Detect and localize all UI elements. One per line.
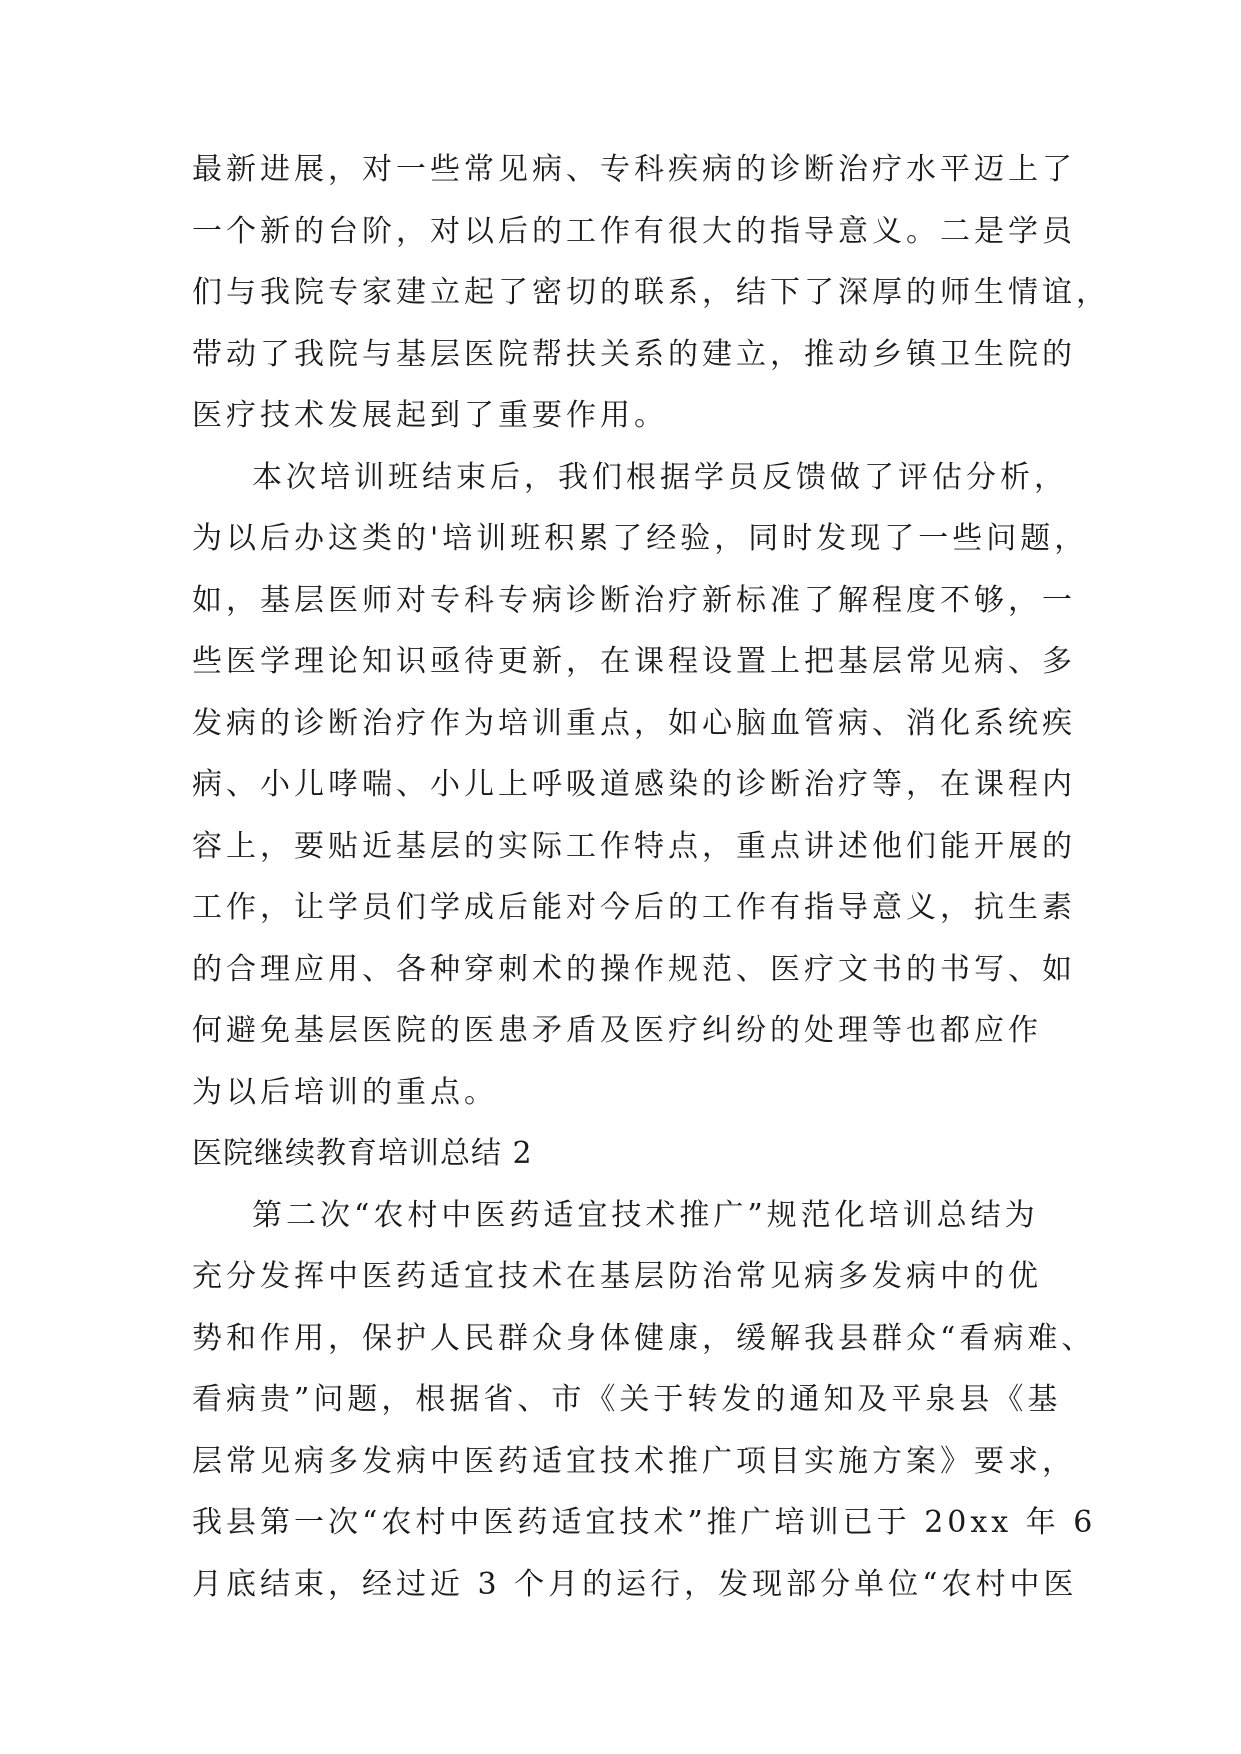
paragraph-3-line-6: 我县第一次“农村中医药适宜技术”推广培训已于 20xx 年 6: [192, 1505, 1097, 1540]
paragraph-2-line-2: 为以后办这类的'培训班积累了经验，同时发现了一些问题，: [192, 521, 1089, 556]
paragraph-2-line-9: 的合理应用、各种穿刺术的操作规范、医疗文书的书写、如: [192, 952, 1076, 987]
paragraph-1-line-4: 带动了我院与基层医院帮扶关系的建立，推动乡镇卫生院的: [192, 337, 1076, 372]
paragraph-3-line-4: 看病贵”问题，根据省、市《关于转发的通知及平泉县《基: [192, 1382, 1062, 1417]
paragraph-1-line-2: 一个新的台阶，对以后的工作有很大的指导意义。二是学员: [192, 214, 1076, 249]
paragraph-3-line-1: 第二次“农村中医药适宜技术推广”规范化培训总结为: [252, 1198, 1039, 1233]
paragraph-2-line-1: 本次培训班结束后，我们根据学员反馈做了评估分析，: [252, 460, 1068, 495]
paragraph-3-line-2: 充分发挥中医药适宜技术在基层防治常见病多发病中的优: [192, 1259, 1042, 1294]
paragraph-2-line-7: 容上，要贴近基层的实际工作特点，重点讲述他们能开展的: [192, 829, 1076, 864]
paragraph-2-line-3: 如，基层医师对专科专病诊断治疗新标准了解程度不够，一: [192, 583, 1076, 618]
paragraph-2-line-6: 病、小儿哮喘、小儿上呼吸道感染的诊断治疗等，在课程内: [192, 767, 1076, 802]
paragraph-3-line-3: 势和作用，保护人民群众身体健康，缓解我县群众“看病难、: [192, 1321, 1096, 1356]
paragraph-1-line-1: 最新进展，对一些常见病、专科疾病的诊断治疗水平迈上了: [192, 152, 1076, 187]
paragraph-2-line-10: 何避免基层医院的医患矛盾及医疗纠纷的处理等也都应作: [192, 1013, 1042, 1048]
paragraph-2-line-11: 为以后培训的重点。: [192, 1075, 498, 1110]
paragraph-1-line-3: 们与我院专家建立起了密切的联系，结下了深厚的师生情谊，: [192, 275, 1110, 310]
paragraph-3-line-7: 月底结束，经过近 3 个月的运行，发现部分单位“农村中医: [192, 1567, 1078, 1602]
paragraph-2-line-4: 些医学理论知识亟待更新，在课程设置上把基层常见病、多: [192, 644, 1076, 679]
paragraph-2-line-8: 工作，让学员们学成后能对今后的工作有指导意义，抗生素: [192, 890, 1076, 925]
section-heading: 医院继续教育培训总结 2: [192, 1136, 533, 1171]
paragraph-2-line-5: 发病的诊断治疗作为培训重点，如心脑血管病、消化系统疾: [192, 706, 1076, 741]
paragraph-3-line-5: 层常见病多发病中医药适宜技术推广项目实施方案》要求，: [192, 1444, 1076, 1479]
paragraph-1-line-5: 医疗技术发展起到了重要作用。: [192, 398, 668, 433]
